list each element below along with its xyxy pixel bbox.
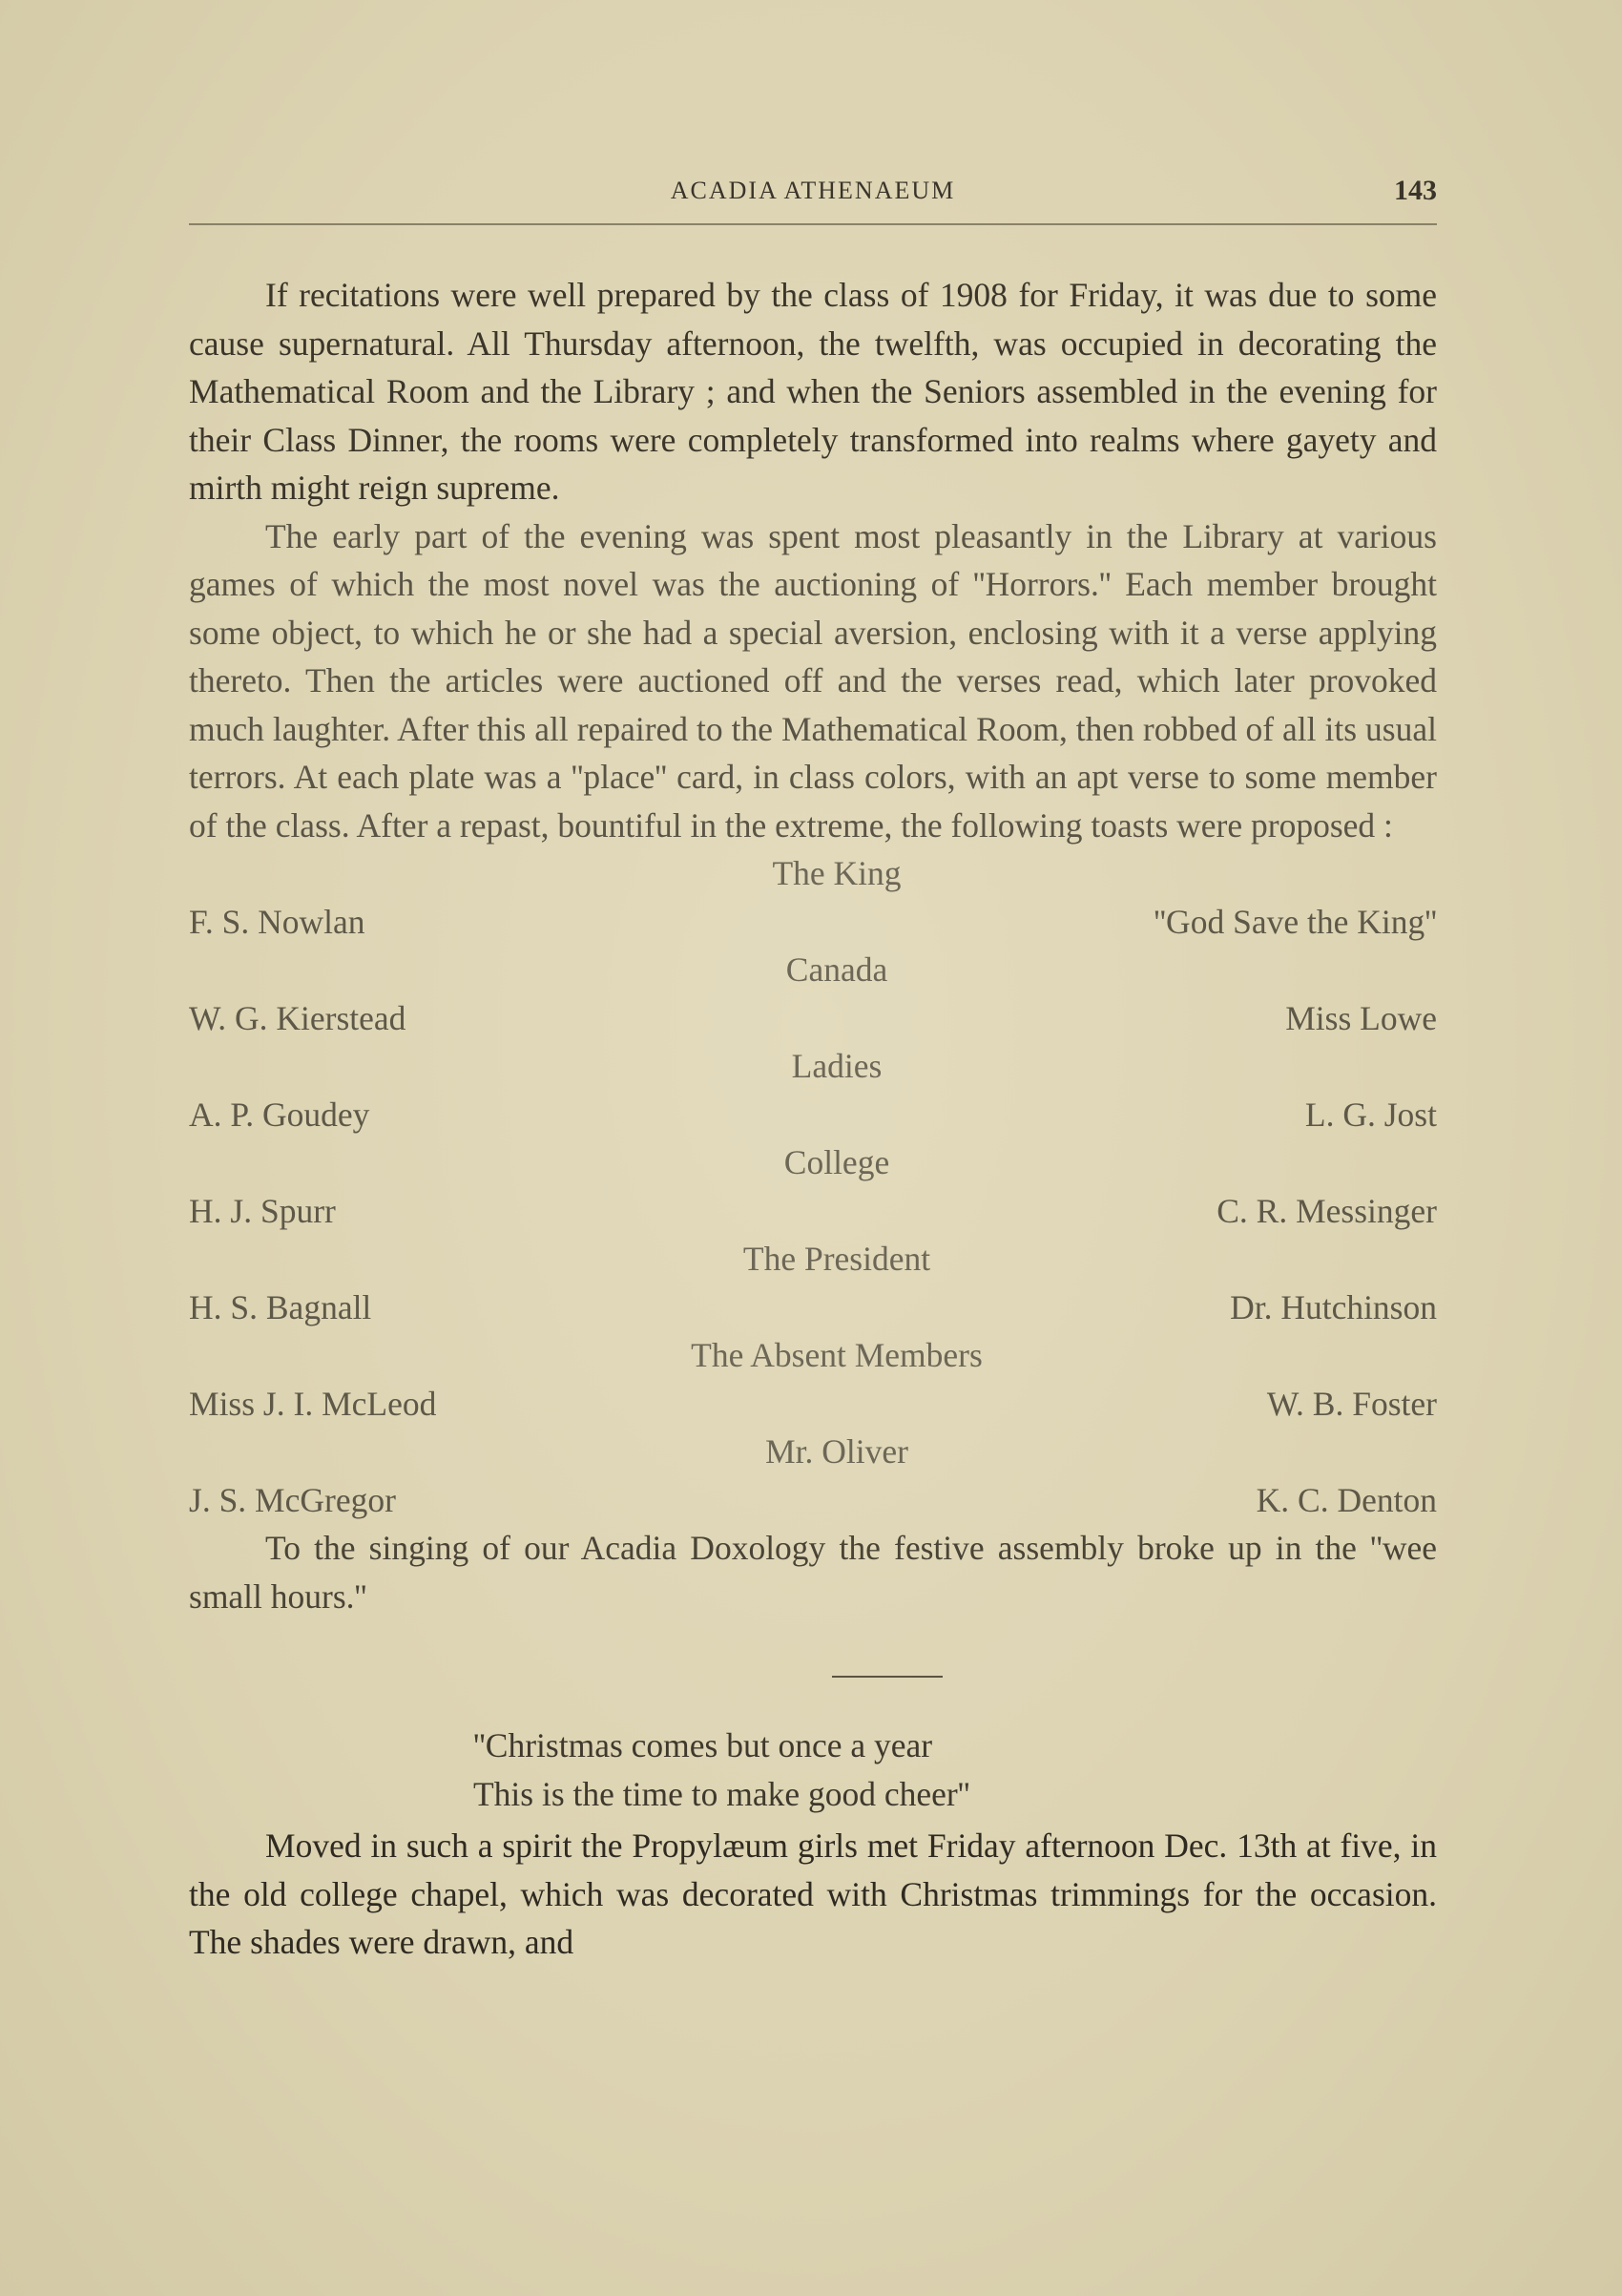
toast-item: [189, 1042, 1437, 1138]
toast-proposer: H. J. Spurr: [189, 1191, 336, 1230]
toast-title: The King: [772, 854, 902, 892]
toast-speakers: [189, 898, 1437, 947]
toast-title: Mr. Oliver: [765, 1432, 908, 1471]
toast-responder: Dr. Hutchinson: [1230, 1287, 1437, 1326]
paragraph-closing: To the singing of our Acadia Doxology the festive assembly broke up in the ''wee small hours.'': [189, 1529, 1437, 1616]
toast-proposer: J. S. McGregor: [189, 1480, 396, 1519]
toast-responder: W. B. Foster: [1266, 1384, 1437, 1423]
toast-item: [189, 1428, 1437, 1524]
epigraph-quote: [189, 1722, 1437, 1818]
toast-proposer: W. G. Kierstead: [189, 998, 406, 1037]
toast-proposer: F. S. Nowlan: [189, 902, 365, 941]
toast-title: The Absent Members: [691, 1336, 983, 1374]
text-column: [189, 271, 1437, 1967]
toast-responder: L. G. Jost: [1304, 1095, 1437, 1134]
toast-title: College: [783, 1143, 890, 1181]
paragraph-class-dinner: If recitations were well prepared by the class of 1908 for Friday, it was due to some cause supernatural. All Thursday afternoon, the twelfth, was occupied in decorating the Mathematical Room and the Library ; and when the Seniors assembled in the evening for their Class Dinner, the rooms were completely transformed into realms where gayety and mirth might reign supreme.: [189, 276, 1437, 507]
quote-line: This is the time to make good cheer'': [473, 1774, 970, 1813]
toast-title: The President: [742, 1240, 931, 1278]
page-header: [189, 177, 1437, 215]
header-rule: [189, 223, 1437, 225]
toast-responder: C. R. Messinger: [1216, 1191, 1437, 1230]
toast-item: [189, 1138, 1437, 1235]
toast-proposer: A. P. Goudey: [189, 1095, 370, 1134]
toast-title: Ladies: [791, 1047, 883, 1085]
toast-item: [189, 946, 1437, 1042]
toast-speakers: [189, 1476, 1437, 1525]
paragraph-propylaeum: Moved in such a spirit the Propylæum girls met Friday afternoon Dec. 13th at five, in the old college chapel, which was decorated with Christmas trimmings for the occasion. The shades were drawn, and: [189, 1826, 1437, 1961]
toast-title: Canada: [785, 950, 888, 989]
toast-responder: K. C. Denton: [1256, 1480, 1437, 1519]
toast-list: [189, 849, 1437, 1524]
toast-item: [189, 1235, 1437, 1331]
quote-line: ''Christmas comes but once a year: [473, 1726, 933, 1764]
paragraph-evening: The early part of the evening was spent most pleasantly in the Library at various games of which the most novel was the auctioning of ''Horrors.'' Each member brought some object, to which he or she had a special aversion, enclosing with it a verse applying thereto. Then the articles were auctioned off and the verses read, which later provoked much laughter. After this all repaired to the Mathematical Room, then robbed of all its usual terrors. At each plate was a ''place'' card, in class colors, with an apt verse to some member of the class. After a repast, bountiful in the extreme, the following toasts were proposed :: [189, 516, 1437, 845]
section-divider: [832, 1676, 943, 1678]
toast-responder: Miss Lowe: [1285, 998, 1437, 1037]
toast-speakers: [189, 1380, 1437, 1429]
toast-speakers: [189, 1091, 1437, 1139]
toast-item: [189, 1331, 1437, 1428]
toast-item: [189, 849, 1437, 946]
toast-responder: ''God Save the King'': [1154, 902, 1437, 941]
toast-speakers: [189, 1284, 1437, 1332]
toast-speakers: [189, 1187, 1437, 1236]
toast-proposer: Miss J. I. McLeod: [189, 1384, 437, 1423]
toast-proposer: H. S. Bagnall: [189, 1287, 372, 1326]
page-number: 143: [1394, 175, 1437, 206]
running-head: ACADIA ATHENAEUM: [670, 177, 956, 204]
toast-speakers: [189, 994, 1437, 1043]
